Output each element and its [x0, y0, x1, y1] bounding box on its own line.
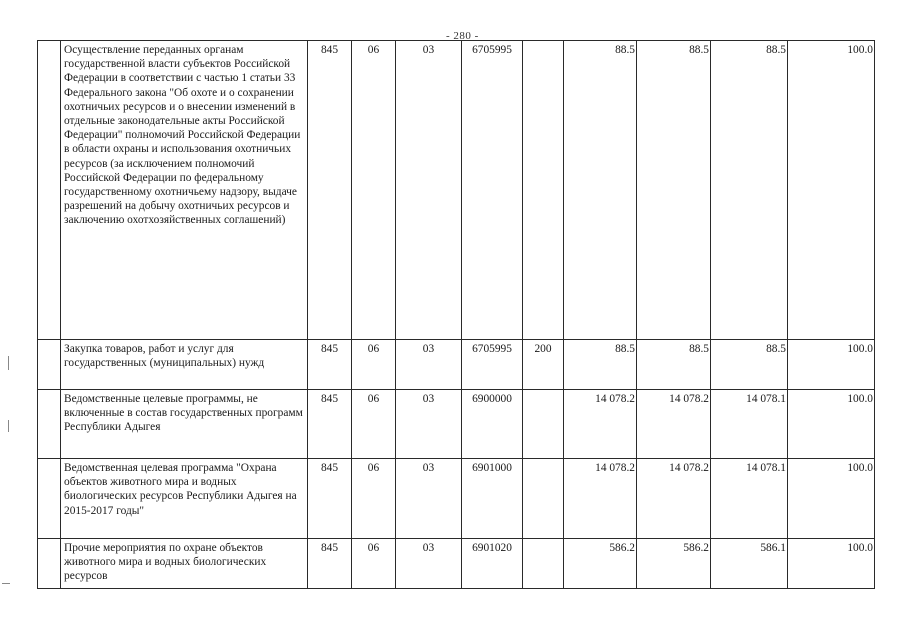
section-code: 06 [352, 459, 396, 539]
percent-value: 100.0 [788, 340, 875, 390]
value-2: 14 078.2 [637, 390, 711, 459]
subsection-code: 03 [396, 459, 462, 539]
section-code: 06 [352, 340, 396, 390]
scan-artifact [8, 420, 9, 432]
subsection-code: 03 [396, 340, 462, 390]
expense-type-code: 200 [523, 340, 564, 390]
expense-type-code [523, 539, 564, 589]
value-3: 88.5 [711, 41, 788, 340]
value-3: 586.1 [711, 539, 788, 589]
value-1: 88.5 [564, 41, 637, 340]
value-2: 14 078.2 [637, 459, 711, 539]
percent-value: 100.0 [788, 390, 875, 459]
value-1: 14 078.2 [564, 459, 637, 539]
subsection-code: 03 [396, 390, 462, 459]
budget-table-container [37, 40, 875, 589]
blank-cell [38, 390, 61, 459]
blank-cell [38, 41, 61, 340]
target-code: 6901020 [462, 539, 523, 589]
target-code: 6705995 [462, 41, 523, 340]
value-1: 88.5 [564, 340, 637, 390]
item-name: Ведомственные целевые программы, не включенные в состав государственных программ Республики Адыгея [61, 390, 308, 459]
percent-value: 100.0 [788, 41, 875, 340]
blank-cell [38, 459, 61, 539]
expense-type-code [523, 390, 564, 459]
value-3: 14 078.1 [711, 459, 788, 539]
item-name: Прочие мероприятия по охране объектов животного мира и водных биологических ресурсов [61, 539, 308, 589]
ministry-code: 845 [308, 539, 352, 589]
item-name: Закупка товаров, работ и услуг для государственных (муниципальных) нужд [61, 340, 308, 390]
item-name: Ведомственная целевая программа "Охрана объектов животного мира и водных биологических ресурсов Республики Адыгея на 2015-2017 годы" [61, 459, 308, 539]
subsection-code: 03 [396, 539, 462, 589]
value-1: 14 078.2 [564, 390, 637, 459]
value-2: 586.2 [637, 539, 711, 589]
table-row [38, 459, 875, 539]
blank-cell [38, 539, 61, 589]
table-row [38, 390, 875, 459]
table-row [38, 41, 875, 340]
scan-artifact [8, 356, 9, 370]
blank-cell [38, 340, 61, 390]
value-2: 88.5 [637, 41, 711, 340]
expense-type-code [523, 459, 564, 539]
ministry-code: 845 [308, 459, 352, 539]
budget-table [37, 40, 875, 589]
scan-artifact [2, 583, 10, 584]
table-row [38, 340, 875, 390]
table-row [38, 539, 875, 589]
target-code: 6705995 [462, 340, 523, 390]
page-number: - 280 - [446, 30, 479, 42]
ministry-code: 845 [308, 390, 352, 459]
section-code: 06 [352, 539, 396, 589]
item-name: Осуществление переданных органам государственной власти субъектов Российской Федерации в соответствии с частью 1 статьи 33 Федерального закона "Об охоте и о сохранении охотничьих ресурсов и о внесении изменений в отдельные законодательные акты Российской Федерации" полномочий Российской Федерации в области охраны и использования охотничьих ресурсов (за исключением полномочий Российской Федерации по федеральному государственному охотничьему надзору, выдаче разрешений на добычу охотничьих ресурсов и заключению охотхозяйственных соглашений) [61, 41, 308, 340]
ministry-code: 845 [308, 41, 352, 340]
value-3: 88.5 [711, 340, 788, 390]
section-code: 06 [352, 41, 396, 340]
subsection-code: 03 [396, 41, 462, 340]
value-2: 88.5 [637, 340, 711, 390]
value-1: 586.2 [564, 539, 637, 589]
percent-value: 100.0 [788, 539, 875, 589]
percent-value: 100.0 [788, 459, 875, 539]
target-code: 6900000 [462, 390, 523, 459]
value-3: 14 078.1 [711, 390, 788, 459]
ministry-code: 845 [308, 340, 352, 390]
target-code: 6901000 [462, 459, 523, 539]
section-code: 06 [352, 390, 396, 459]
expense-type-code [523, 41, 564, 340]
